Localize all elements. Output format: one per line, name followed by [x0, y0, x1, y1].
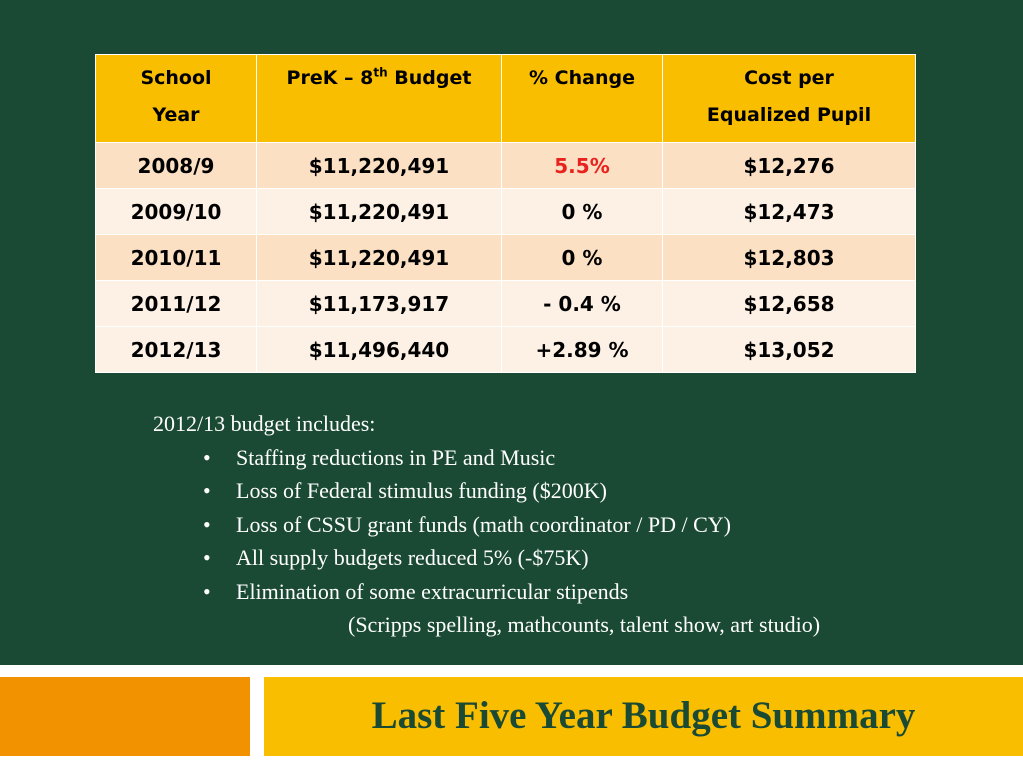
cell-school-year: 2012/13 [96, 327, 257, 373]
bullet-icon: • [203, 478, 211, 503]
cell-cost-per-pupil: $12,473 [663, 189, 916, 235]
cell-school-year: 2009/10 [96, 189, 257, 235]
header-budget: PreK – 8th Budget [257, 55, 502, 143]
cell-budget: $11,220,491 [257, 189, 502, 235]
table-row [96, 143, 916, 189]
budget-table [95, 54, 916, 373]
cell-percent-change: 5.5% [502, 143, 663, 189]
cell-cost-per-pupil: $12,276 [663, 143, 916, 189]
header-percent-change: % Change [502, 55, 663, 143]
bullet-icon: • [203, 511, 211, 537]
header-school-year: School Year [96, 55, 257, 143]
list-item: • Loss of Federal stimulus funding ($200K) [203, 474, 820, 508]
notes-intro: 2012/13 budget includes: [153, 411, 376, 436]
footer-title-bar [264, 677, 1023, 756]
cell-budget: $11,220,491 [257, 235, 502, 281]
slide-title: Last Five Year Budget Summary [371, 694, 916, 737]
table-header-row [96, 55, 916, 143]
cell-percent-change: +2.89 % [502, 327, 663, 373]
cell-school-year: 2010/11 [96, 235, 257, 281]
list-item: • Elimination of some extracurricular stipends [203, 575, 820, 609]
notes-list [153, 441, 820, 609]
cell-school-year: 2008/9 [96, 143, 257, 189]
cell-cost-per-pupil: $12,658 [663, 281, 916, 327]
bullet-icon: • [203, 444, 211, 470]
cell-budget: $11,173,917 [257, 281, 502, 327]
cell-budget: $11,496,440 [257, 327, 502, 373]
list-item: • Loss of CSSU grant funds (math coordinator / PD / CY) [203, 508, 820, 542]
notes-sub-note: (Scripps spelling, mathcounts, talent show, art studio) [348, 612, 821, 637]
table-row [96, 189, 916, 235]
cell-percent-change: - 0.4 % [502, 281, 663, 327]
list-item: • All supply budgets reduced 5% (-$75K) [203, 541, 820, 575]
footer-accent-bar [0, 677, 250, 756]
cell-cost-per-pupil: $12,803 [663, 235, 916, 281]
bullet-icon: • [203, 545, 211, 570]
list-item: • Staffing reductions in PE and Music [203, 441, 820, 475]
bullet-icon: • [203, 578, 211, 604]
cell-cost-per-pupil: $13,052 [663, 327, 916, 373]
header-cost-per-pupil: Cost per Equalized Pupil [663, 55, 916, 143]
table-row [96, 281, 916, 327]
table-row [96, 235, 916, 281]
budget-notes [153, 407, 820, 642]
cell-school-year: 2011/12 [96, 281, 257, 327]
table-row [96, 327, 916, 373]
cell-percent-change: 0 % [502, 235, 663, 281]
cell-percent-change: 0 % [502, 189, 663, 235]
cell-budget: $11,220,491 [257, 143, 502, 189]
